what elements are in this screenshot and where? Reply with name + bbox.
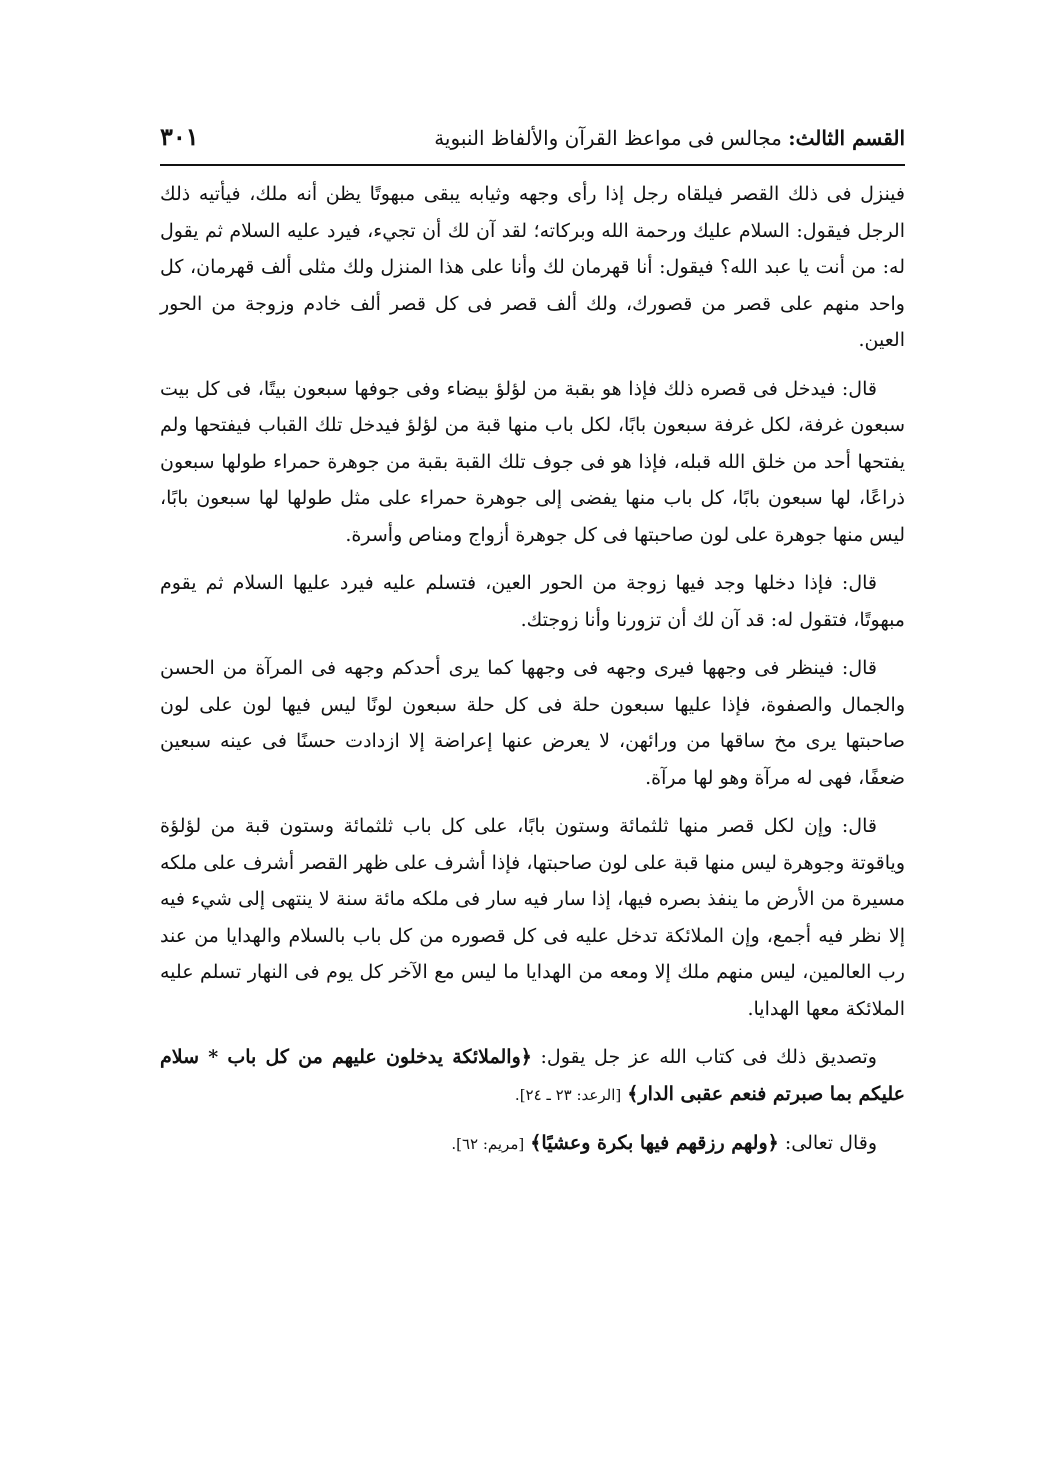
section-label: القسم الثالث:: [788, 126, 905, 150]
running-title: [434, 126, 905, 150]
citation-intro: وتصديق ذلك فى كتاب الله عز جل يقول:: [540, 1046, 877, 1068]
quran-citation-paragraph: [160, 1039, 905, 1113]
quran-citation-paragraph: [160, 1125, 905, 1163]
page-header: [160, 118, 905, 158]
quran-verse: ﴿ولهم رزقهم فيها بكرة وعشيًا﴾: [530, 1132, 779, 1154]
paragraph: قال: وإن لكل قصر منها ثلثمائة وستون بابًا، على كل باب ثلثمائة وستون قبة من لؤلؤة وياقوتة وجوهرة ليس منها قبة على لون صاحبتها، فإذا أشرف على ظهر القصر أشرف على ملكه مسيرة من الأرض ما ينفذ بصره فيها، إذا سار فيه سار فى ملكه مائة سنة لا ينتهى إلى شيء فيه إلا نظر فيه أجمع، وإن الملائكة تدخل عليه فى كل قصوره من كل باب بالسلام والهدايا من عند رب العالمين، ليس منهم ملك إلا ومعه من الهدايا ما ليس مع الآخر كل يوم فى النهار تسلم عليه الملائكة معها الهدايا.: [160, 815, 905, 1020]
paragraph: قال: فإذا دخلها وجد فيها زوجة من الحور العين، فتسلم عليه فيرد عليها السلام ثم يقوم مبهوتًا، فتقول له: قد آن لك أن تزورنا وأنا زوجتك.: [160, 572, 905, 631]
verse-reference: [مريم: ٦٢].: [451, 1135, 525, 1153]
paragraph: قال: فينظر فى وجهها فيرى وجهه فى وجهها كما يرى أحدكم وجهه فى المرآة من الحسن والجمال والصفوة، فإذا عليها سبعون حلة فى كل حلة سبعون لونًا ليس فيها لون على لون صاحبتها يرى مخ ساقها من ورائهن، لا يعرض عنها إعراضة إلا ازدادت حسنًا فى عينه سبعين ضعفًا، فهى له مرآة وهو لها مرآة.: [160, 657, 905, 789]
section-subtitle: مجالس فى مواعظ القرآن والألفاظ النبوية: [434, 126, 782, 150]
quran-verse: ﴿والملائكة يدخلون عليهم من كل باب * سلام عليكم بما صبرتم فنعم عقبى الدار﴾: [160, 1046, 905, 1105]
body-text: [160, 176, 905, 1175]
header-divider: [160, 164, 905, 166]
page-number: ٣٠١: [160, 122, 199, 151]
verse-reference: [الرعد: ٢٣ ـ ٢٤].: [514, 1085, 622, 1104]
citation-intro: وقال تعالى:: [784, 1132, 877, 1154]
paragraph: قال: فيدخل فى قصره ذلك فإذا هو بقبة من لؤلؤ بيضاء وفى جوفها سبعون بيتًا، فى كل بيت سبعون غرفة، لكل غرفة سبعون بابًا، لكل باب منها قبة من لؤلؤ فيدخل تلك القباب فيفتحها ولم يفتحها أحد من خلق الله قبله، فإذا هو فى جوف تلك القبة بقبة من جوهرة حمراء طولها سبعون ذراعًا، لها سبعون بابًا، كل باب منها يفضى إلى جوهرة حمراء على مثل طولها لها سبعون بابًا، ليس منها جوهرة على لون صاحبتها فى كل جوهرة أزواج ومناص وأسرة.: [160, 377, 905, 546]
paragraph: فينزل فى ذلك القصر فيلقاه رجل إذا رأى وجهه وثيابه يبقى مبهوتًا يظن أنه ملك، فيأتيه ذلك الرجل فيقول: السلام عليك ورحمة الله وبركاته؛ لقد آن لك أن تجيء، فيرد عليه السلام ثم يقول له: من أنت يا عبد الله؟ فيقول: أنا قهرمان لك وأنا على هذا المنزل ولك مثلى ألف قهرمان، كل واحد منهم على قصر من قصورك، ولك ألف قصر فى كل قصر ألف خادم وزوجة من الحور العين.: [160, 183, 905, 351]
